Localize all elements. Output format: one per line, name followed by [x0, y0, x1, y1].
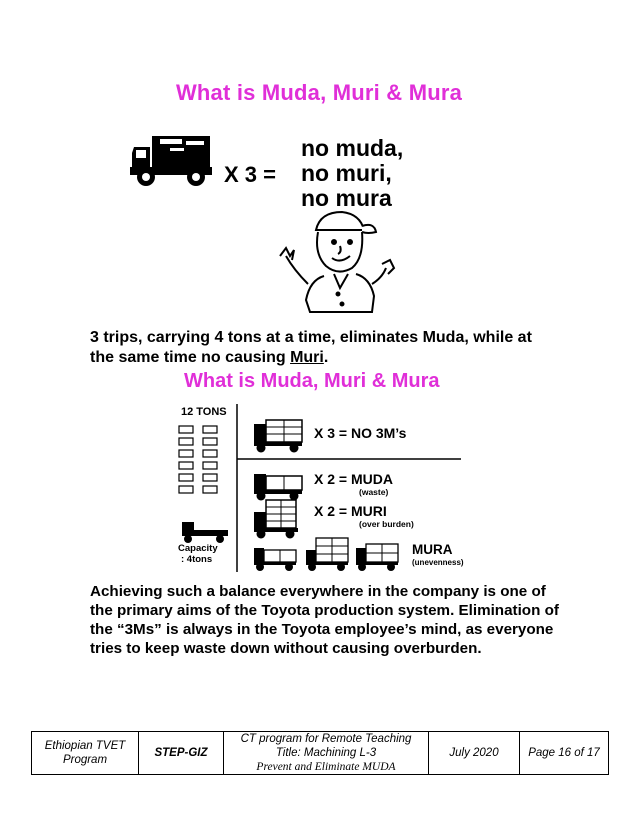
- capacity-truck-icon: [182, 522, 228, 543]
- truck-muri-icon: [254, 500, 298, 539]
- section1-title: What is Muda, Muri & Mura: [175, 80, 463, 105]
- tons-label: 12 TONS: [181, 406, 227, 418]
- row-muri-label: X 2 = MURI: [314, 503, 387, 519]
- muri-underlined-text: Muri: [290, 349, 324, 366]
- footer-org-cell: STEP-GIZ: [139, 732, 224, 775]
- ton-blocks-icon: [179, 426, 217, 493]
- footer-course-line1: CT program for Remote Teaching: [240, 733, 412, 745]
- section1-caption: [90, 328, 560, 368]
- caption-end: .: [323, 349, 329, 366]
- capacity-line1: Capacity: [178, 543, 218, 554]
- capacity-line2: : 4tons: [181, 554, 213, 565]
- footer-course-line3: Prevent and Eliminate MUDA: [256, 761, 396, 773]
- row-muri-sub: (over burden): [359, 519, 414, 529]
- truck-no-3m-icon: [254, 420, 302, 453]
- multiplier-text: X 3 =: [224, 162, 276, 187]
- row-mura-sub: (unevenness): [412, 558, 464, 567]
- trucks-mura-icon: [254, 538, 398, 571]
- footer-program-cell: [32, 732, 139, 775]
- caption-text: 3 trips, carrying 4 tons at a time, eliminates Muda, while at the same time no causing: [90, 329, 532, 366]
- footer-date-cell: July 2020: [429, 732, 520, 775]
- worker-cartoon-icon: [276, 204, 400, 316]
- truck-icon: [130, 133, 212, 189]
- no-mura-line: no mura: [301, 185, 392, 211]
- row-muda-label: X 2 = MUDA: [314, 471, 393, 487]
- no-muri-line: no muri,: [301, 160, 392, 186]
- truck-muda-icon: [254, 474, 302, 501]
- footer-program-line2: Program: [62, 754, 108, 766]
- row-no-3m-label: X 3 = NO 3M’s: [314, 425, 407, 441]
- footer-course-cell: [224, 732, 429, 775]
- footer-page-cell: Page 16 of 17: [520, 732, 609, 775]
- capacity-label: [178, 543, 218, 565]
- footer-table: [31, 731, 609, 775]
- footer-program-line1: Ethiopian TVET: [44, 740, 126, 752]
- no-3m-list: [301, 136, 403, 211]
- row-mura-label: MURA: [412, 542, 453, 557]
- section2-title: What is Muda, Muri & Mura: [184, 370, 440, 392]
- row-muda-sub: (waste): [359, 487, 389, 497]
- section2-paragraph: Achieving such a balance everywhere in the company is one of the primary aims of the Toyota production system. Elimination of the “3Ms” is always in the Toyota employee’s mind, as everyone tries to keep waste down without causing overburden.: [90, 583, 559, 657]
- footer-course-line2: Title: Machining L-3: [275, 747, 377, 759]
- no-muda-line: no muda,: [301, 135, 404, 161]
